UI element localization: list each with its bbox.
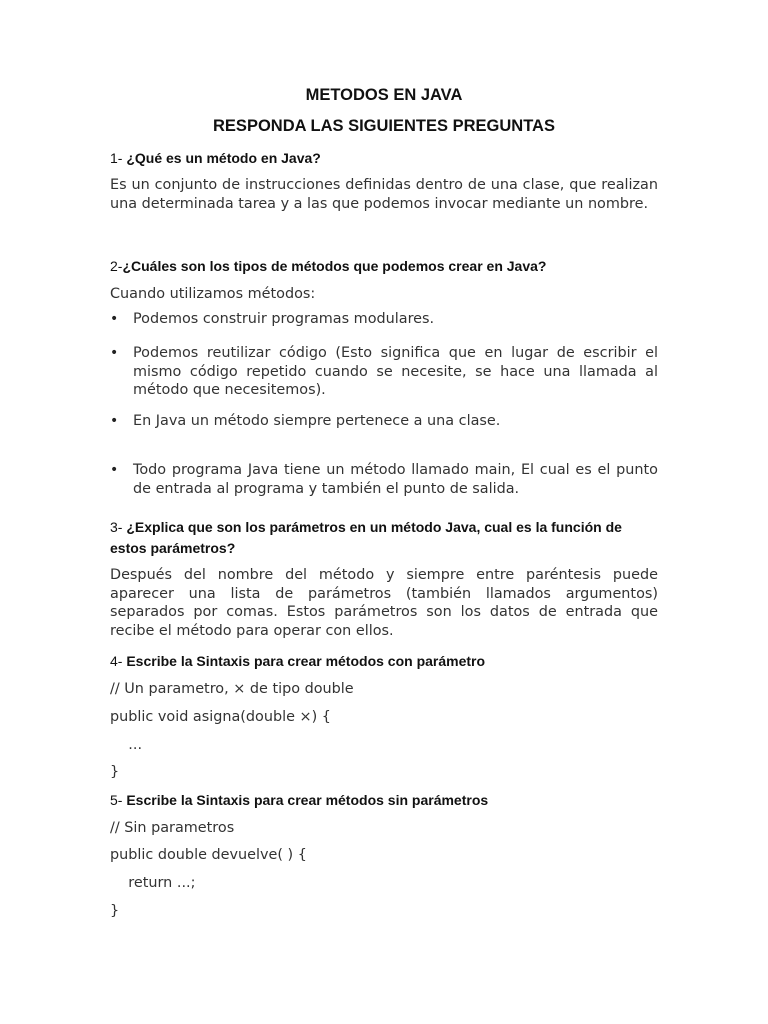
code-line: // Sin parametros: [110, 820, 235, 836]
bullet-item: [110, 461, 658, 498]
document-subtitle: RESPONDA LAS SIGUIENTES PREGUNTAS: [213, 117, 555, 135]
question-text: ¿Cuáles son los tipos de métodos que podemos crear en Java?: [122, 258, 547, 274]
code-line: }: [110, 764, 120, 780]
bullet-text: Podemos construir programas modulares.: [133, 311, 435, 327]
document-title: METODOS EN JAVA: [305, 86, 463, 104]
question-text: Escribe la Sintaxis para crear métodos con parámetro: [126, 653, 486, 669]
bullet-item: [110, 412, 658, 431]
code-line: public double devuelve( ) {: [110, 847, 307, 863]
code-line: return ...;: [110, 875, 196, 891]
question-number: 1-: [110, 150, 123, 166]
answer-3: Después del nombre del método y siempre entre paréntesis puede aparecer una lista de parámetros (también llamados argumentos) separados por comas. Estos parámetros son los datos de entrada que recibe el método para operar con ellos.: [110, 567, 658, 639]
question-4: [110, 651, 660, 672]
bullet-icon: •: [110, 413, 119, 429]
question-number: 5-: [110, 792, 123, 808]
bullet-icon: •: [110, 345, 119, 361]
bullet-item: [110, 344, 658, 400]
question-number: 3-: [110, 519, 123, 535]
answer-2-intro: Cuando utilizamos métodos:: [110, 286, 316, 302]
answer-1: Es un conjunto de instrucciones definidas dentro de una clase, que realizan una determinada tarea y a las que podemos invocar mediante un nombre.: [110, 177, 658, 212]
question-number: 4-: [110, 653, 123, 669]
bullet-text: Podemos reutilizar código (Esto significa que en lugar de escribir el mismo código repetido cuando se necesite, se hace una llamada al método que necesitemos).: [133, 345, 658, 398]
bullet-text: En Java un método siempre pertenece a una clase.: [133, 413, 501, 429]
bullet-text: Todo programa Java tiene un método llamado main, El cual es el punto de entrada al programa y también el punto de salida.: [133, 462, 658, 497]
code-line: // Un parametro, × de tipo double: [110, 681, 354, 697]
code-line: }: [110, 903, 120, 919]
question-3: [110, 517, 660, 559]
code-line: ...: [110, 737, 143, 753]
code-line: public void asigna(double ×) {: [110, 709, 331, 725]
bullet-icon: •: [110, 311, 119, 327]
bullet-item: [110, 310, 658, 329]
question-text: ¿Explica que son los parámetros en un método Java, cual es la función de estos parámetros?: [110, 519, 622, 556]
question-2: [110, 256, 660, 277]
bullet-icon: •: [110, 462, 119, 478]
question-5: [110, 790, 660, 811]
question-text: Escribe la Sintaxis para crear métodos sin parámetros: [126, 792, 489, 808]
question-1: [110, 148, 660, 169]
question-number: 2-: [110, 258, 123, 274]
question-text: ¿Qué es un método en Java?: [126, 150, 321, 166]
